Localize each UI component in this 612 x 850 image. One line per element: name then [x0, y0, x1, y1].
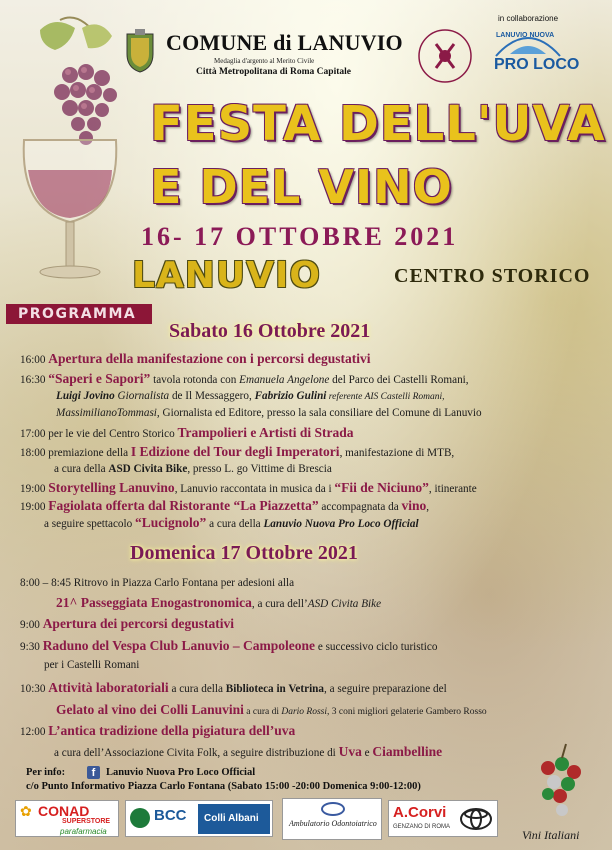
vini-italiani-grapes-icon [518, 738, 600, 838]
list-item: 16:00 Apertura della manifestazione con i percorsi degustativi [20, 351, 371, 366]
list-item: 19:00 Fagiolata offerta dal Ristorante “La Piazzetta” accompagnata da vino, [20, 498, 430, 513]
list-item: 16:30 “Saperi e Sapori” tavola rotonda con Emanuela Angelone del Parco dei Castelli Romani, [20, 371, 469, 386]
proloco-top-text: LANUVIO NUOVA [496, 32, 555, 39]
proloco-logo [488, 26, 580, 78]
tooth-icon [321, 802, 345, 816]
comune-medal-text: Medaglia d'argento al Merito Civile [214, 57, 315, 65]
info-address: c/o Punto Informativo Piazza Carlo Fontana (Sabato 15:00 -20:00 Domenica 9:00-12:00) [26, 781, 421, 792]
vini-italiani-text: Vini Italiani [522, 828, 580, 842]
sponsor-ambulatorio-logo: Ambulatorio Odontoiatrico [282, 798, 382, 840]
proloco-main-text: PRO LOCO [494, 56, 580, 73]
event-place-sub: CENTRO STORICO [394, 265, 591, 287]
facebook-icon: f [87, 766, 100, 779]
list-item: 8:00 – 8:45 Ritrovo in Piazza Carlo Fontana per adesioni alla [20, 577, 295, 589]
list-item: per i Castelli Romani [44, 659, 140, 671]
association-seal-icon [416, 24, 474, 88]
event-dates: 16- 17 OTTOBRE 2021 [141, 222, 459, 251]
collaboration-label: in collaborazione [498, 14, 559, 23]
conad-flower-icon: ✿ [20, 803, 32, 819]
day1-title: Sabato 16 Ottobre 2021 [169, 320, 371, 342]
toyota-logo-icon [459, 807, 493, 831]
sponsor-bcc-logo: BCC Colli Albani [125, 800, 273, 837]
bcc-circle-icon [130, 808, 150, 828]
list-item: 18:00 premiazione della I Edizione del Tour degli Imperatori, manifestazione di MTB, [20, 444, 455, 459]
title-line-1: FESTA DELL'UVA [150, 96, 606, 152]
list-item: 12:00 L’antica tradizione della pigiatura dell’uva [20, 723, 296, 738]
list-item: a seguire spettacolo “Lucignolo” a cura della Lanuvio Nuova Pro Loco Official [44, 515, 419, 530]
list-item: a cura dell’Associazione Civita Folk, a seguire distribuzione di Uva e Ciambelline [54, 744, 443, 759]
list-item: a cura della ASD Civita Bike, presso L. go Vittime di Brescia [54, 463, 332, 475]
list-item: 19:00 Storytelling Lanuvino, Lanuvio raccontata in musica da i “Fii de Niciuno”, itinerante [20, 480, 477, 495]
info-label: Per info: [26, 767, 66, 778]
list-item: 9:00 Apertura dei percorsi degustativi [20, 616, 235, 631]
event-place: LANUVIO [132, 255, 322, 296]
list-item: 10:30 Attività laboratoriali a cura della Biblioteca in Vetrina, a seguire preparazione del [20, 680, 447, 695]
list-item: 21^ Passeggiata Enogastronomica, a cura dell’ASD Civita Bike [56, 595, 382, 610]
list-item: 17:00 per le vie del Centro Storico Trampolieri e Artisti di Strada [20, 425, 354, 440]
facebook-page-name: Lanuvio Nuova Pro Loco Official [106, 767, 256, 778]
list-item: 9:30 Raduno del Vespa Club Lanuvio – Campoleone e successivo ciclo turistico [20, 638, 438, 653]
comune-name: COMUNE di LANUVIO [166, 30, 403, 55]
sponsor-conad-logo: ✿ CONAD SUPERSTORE parafarmacia [15, 800, 119, 837]
list-item: MassimilianoTommasi, Giornalista ed Editore, presso la sala consiliare del Comune di Lanuvio [56, 407, 482, 419]
day2-title: Domenica 17 Ottobre 2021 [130, 542, 358, 564]
sponsor-corvi-logo: A.Corvi GENZANO DI ROMA [388, 800, 498, 837]
list-item: Gelato al vino dei Colli Lanuvini a cura di Dario Rossi, 3 coni migliori gelaterie Gambero Rosso [56, 702, 487, 717]
title-line-2: E DEL VINO [150, 160, 453, 214]
programma-label: PROGRAMMA [6, 304, 152, 324]
list-item: Luigi Jovino Giornalista de Il Messaggero, Fabrizio Gulini referente AIS Castelli Romani, [56, 390, 445, 402]
comune-crest-icon [121, 28, 159, 74]
comune-metro-text: Città Metropolitana di Roma Capitale [196, 67, 351, 77]
